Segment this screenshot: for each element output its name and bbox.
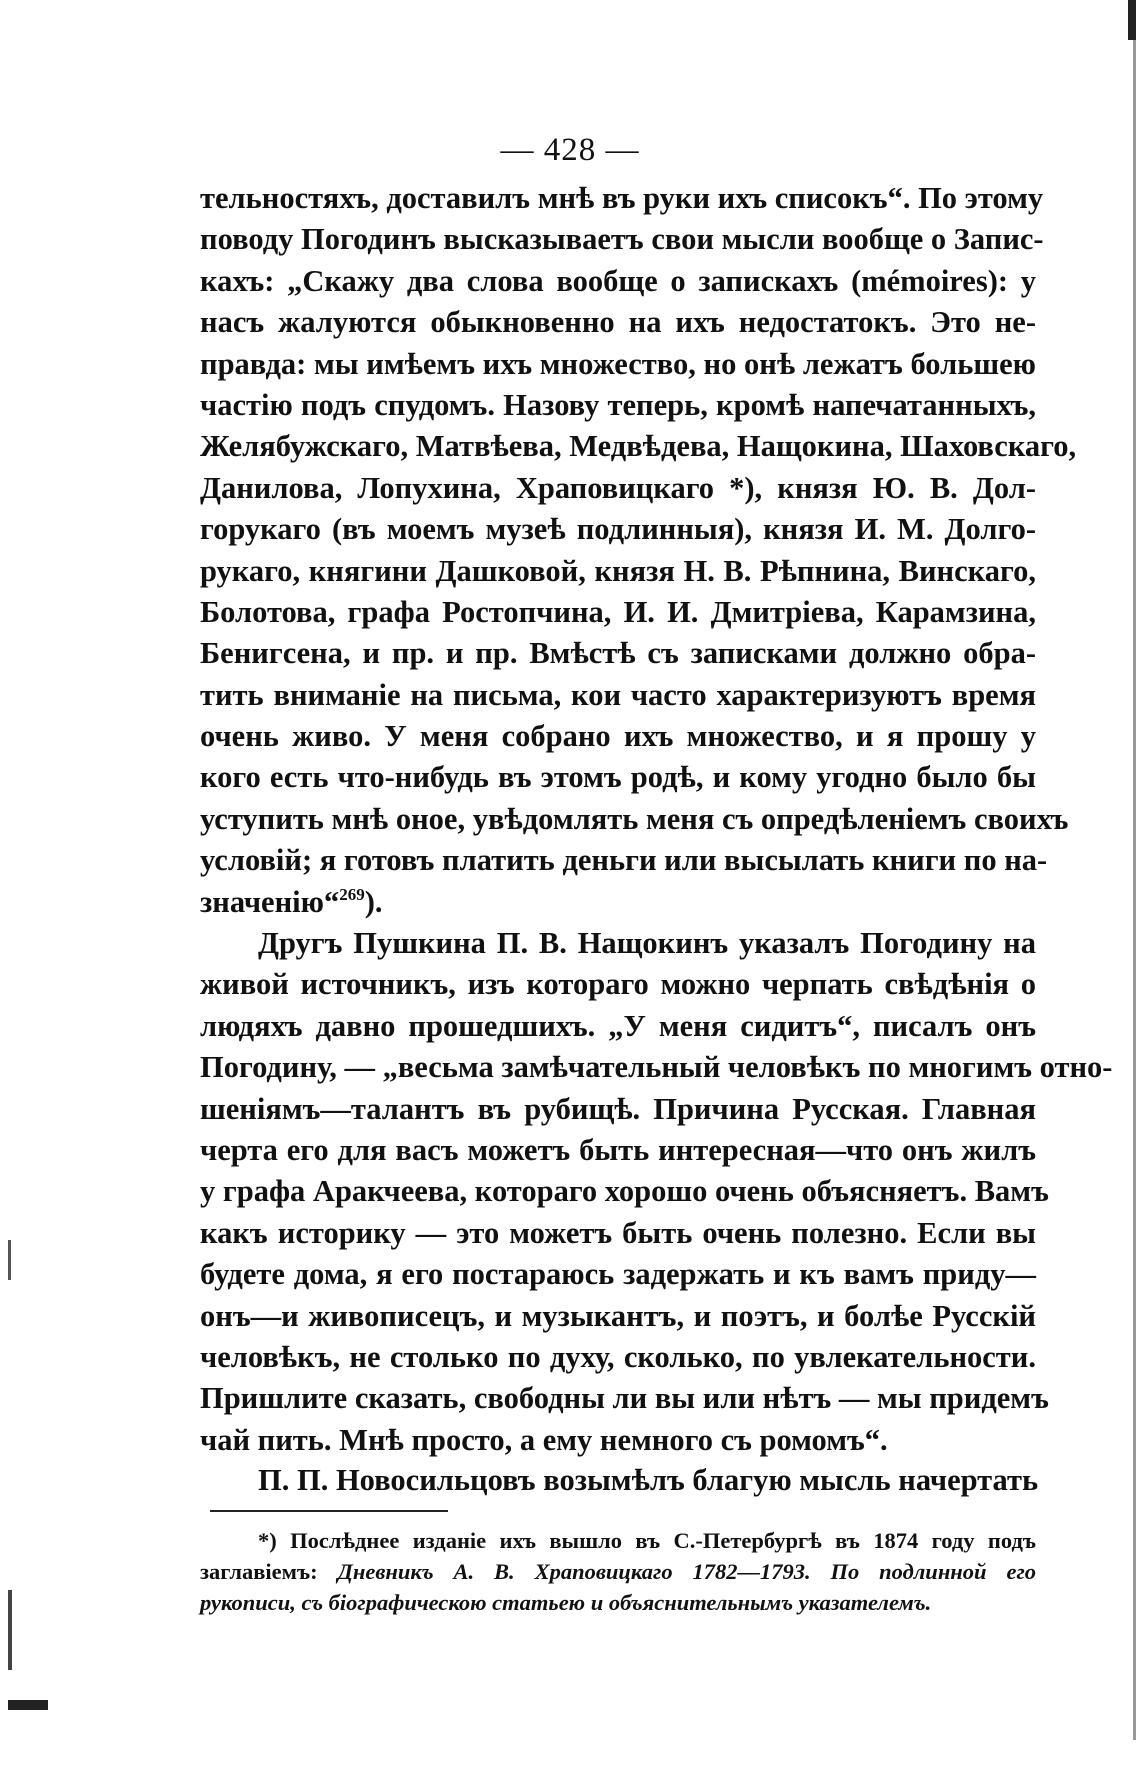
text-line <box>200 219 1044 260</box>
text-run: поводу Погодинъ высказываетъ свои мысли вообще о Запис- <box>200 222 1044 257</box>
text-line: очень живо. У меня собрано ихъ множество, и я прошу у <box>200 719 1036 754</box>
text-line: какъ историку — это можетъ быть очень полезно. Если вы <box>200 1215 1036 1250</box>
paragraph-1 <box>200 178 1077 923</box>
footnote-reference: 269 <box>339 884 365 904</box>
footnote <box>200 1525 1036 1618</box>
text-run: ). <box>364 884 383 919</box>
text-run: значенію“ <box>200 884 340 919</box>
paragraph-3 <box>200 1460 1039 1501</box>
page-number: — 428 — <box>500 132 640 168</box>
scan-edge-mark <box>1133 40 1136 1740</box>
text-line: Другъ Пушкина П. В. Нащокинъ указалъ Погодину на <box>258 926 1036 960</box>
text-line: чай пить. Мнѣ просто, а ему немного съ ромомъ“. <box>200 1422 888 1457</box>
text-line: черта его для васъ можетъ быть интересная—что онъ жилъ <box>200 1132 1036 1167</box>
paragraph-2 <box>200 923 1113 1461</box>
footnote-title: рукописи, съ біографическою статьею и объяснительнымъ указателемъ. <box>200 1590 932 1615</box>
text-line: Погодину, — „весьма замѣчательный человѣкъ по многимъ отно- <box>200 1050 1113 1085</box>
text-line: уступить мнѣ оное, увѣдомлять меня съ опредѣленіемъ своихъ <box>200 801 1069 836</box>
scan-edge-mark <box>8 1240 11 1280</box>
text-line: людяхъ давно прошедшихъ. „У меня сидитъ“, писалъ онъ <box>200 1008 1036 1043</box>
text-line <box>200 882 1036 923</box>
footnote-text: заглавіемъ: <box>200 1559 338 1584</box>
footnote-line <box>200 1587 1036 1618</box>
text-line: частію подъ спудомъ. Назову теперь, кромѣ напечатанныхъ, <box>200 387 1036 422</box>
text-line: правда: мы имѣемъ ихъ множество, но онѣ лежатъ большею <box>200 346 1036 381</box>
text-line: кого есть что-нибудь въ этомъ родѣ, и кому угодно было бы <box>200 760 1036 795</box>
text-line: у графа Аракчеева, котораго хорошо очень объясняетъ. Вамъ <box>200 1174 1049 1209</box>
text-line: Бенигсена, и пр. и пр. Вмѣстѣ съ записками должно обра- <box>200 636 1036 671</box>
scan-edge-mark <box>8 1700 48 1710</box>
text-line: рукаго, княгини Дашковой, князя Н. В. Рѣпнина, Винскаго, <box>200 553 1036 588</box>
text-line: человѣкъ, не столько по духу, сколько, по увлекательности. <box>200 1339 1036 1374</box>
text-line: тельностяхъ, доставилъ мнѣ въ руки ихъ списокъ“. По этому <box>200 181 1044 215</box>
text-line: Данилова, Лопухина, Храповицкаго *), князя Ю. В. Дол- <box>200 470 1036 505</box>
text-line: Пришлите сказать, свободны ли вы или нѣтъ — мы придемъ <box>200 1381 1049 1416</box>
footnote-title: Дневникъ А. В. Храповицкаго 1782—1793. По подлинной его <box>337 1559 1036 1584</box>
footnote-line: *) Послѣднее изданіе ихъ вышло въ С.-Петербургѣ въ 1874 году подъ <box>258 1528 1036 1553</box>
text-line: кахъ: „Скажу два слова вообще о запискахъ (mémoires): у <box>200 263 1036 298</box>
scan-edge-mark <box>1128 0 1136 40</box>
text-line: Болотова, графа Ростопчина, И. И. Дмитріева, Карамзина, <box>200 594 1036 629</box>
text-line: будете дома, я его постараюсь задержать и къ вамъ приду— <box>200 1257 1036 1292</box>
text-line: условій; я готовъ платить деньги или высылать книги по на- <box>200 843 1048 878</box>
text-line: онъ—и живописецъ, и музыкантъ, и поэтъ, и болѣе Русскій <box>200 1298 1036 1333</box>
scan-edge-mark <box>8 1590 12 1670</box>
text-line: живой источникъ, изъ котораго можно черпать свѣдѣнія о <box>200 967 1036 1002</box>
text-line: насъ жалуются обыкновенно на ихъ недостатокъ. Это не- <box>200 305 1036 340</box>
text-line: тить вниманіе на письма, кои часто характеризуютъ время <box>200 677 1036 712</box>
text-line: П. П. Новосильцовъ возымѣлъ благую мысль начертать <box>258 1463 1039 1497</box>
footnote-line <box>200 1556 1036 1587</box>
text-line: Желябужскаго, Матвѣева, Медвѣдева, Нащокина, Шаховскаго, <box>200 429 1077 464</box>
text-line: шеніямъ—талантъ въ рубищѣ. Причина Русская. Главная <box>200 1091 1036 1126</box>
footnote-divider <box>210 1510 448 1512</box>
text-line: горукаго (въ моемъ музеѣ подлинныя), князя И. М. Долго- <box>200 512 1036 547</box>
